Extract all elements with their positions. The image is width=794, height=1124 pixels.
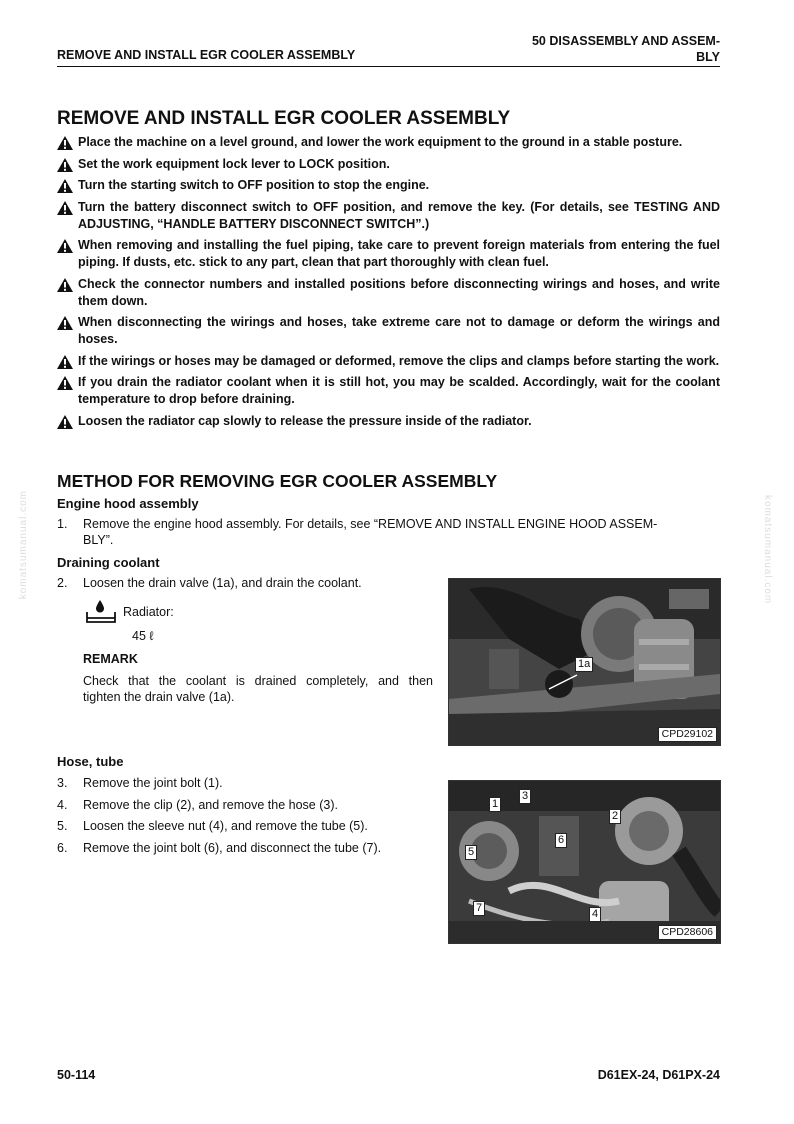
step-6 — [57, 840, 427, 858]
method-title: METHOD FOR REMOVING EGR COOLER ASSEMBLY — [57, 471, 498, 491]
step-number: 1. — [57, 517, 68, 531]
warning-text: If the wirings or hoses may be damaged or deformed, remove the clips and clamps before starting the work. — [78, 353, 720, 368]
step-2 — [57, 575, 427, 593]
warning-triangle-icon — [57, 316, 73, 330]
remark-text-line2: tighten the drain valve (1a). — [83, 690, 235, 704]
draining-coolant-heading: Draining coolant — [57, 555, 160, 570]
step-number: 3. — [57, 776, 68, 790]
callout-5: 5 — [465, 845, 477, 860]
callout-4: 4 — [589, 907, 601, 922]
step-3 — [57, 775, 427, 793]
warning-item — [57, 276, 720, 310]
hose-tube-heading: Hose, tube — [57, 754, 124, 769]
warning-triangle-icon — [57, 415, 73, 429]
warning-item — [57, 156, 720, 173]
step-text-line1: Remove the engine hood assembly. For details, see “REMOVE AND INSTALL ENGINE HOOD ASSEM- — [83, 517, 658, 531]
remark-text-line1: Check that the coolant is drained completely, and then — [83, 674, 433, 688]
callout-1a: 1a — [575, 657, 593, 672]
callout-1: 1 — [489, 797, 501, 812]
header-chapter-title — [532, 33, 720, 65]
watermark-left: komatsumanual.com — [18, 490, 29, 600]
warning-item — [57, 237, 720, 271]
photo-code: CPD28606 — [658, 925, 717, 940]
step-number: 5. — [57, 819, 68, 833]
step-text-line2: BLY”. — [83, 533, 114, 547]
step-5 — [57, 818, 427, 836]
remark-heading: REMARK — [83, 652, 138, 666]
step-4 — [57, 797, 427, 815]
warning-list — [57, 134, 720, 434]
header-chapter-line2: BLY — [696, 50, 720, 64]
step-1 — [57, 516, 720, 550]
watermark-right: komatsumanual.com — [762, 495, 773, 605]
footer-model: D61EX-24, D61PX-24 — [597, 1068, 720, 1082]
warning-item — [57, 374, 720, 408]
warning-text: Place the machine on a level ground, and lower the work equipment to the ground in a stable posture. — [78, 135, 683, 149]
engine-photo-drain-valve — [448, 578, 721, 746]
warning-triangle-icon — [57, 136, 73, 150]
warning-item — [57, 177, 720, 194]
warning-text: Turn the battery disconnect switch to OFF position, and remove the key. (For details, see TESTING AND ADJUSTING, “HANDLE BATTERY DISCONNECT SWITCH”.) — [78, 199, 720, 231]
warning-triangle-icon — [57, 239, 73, 253]
callout-7: 7 — [473, 901, 485, 916]
header-chapter-line1: 50 DISASSEMBLY AND ASSEM- — [531, 34, 720, 48]
warning-text: Loosen the radiator cap slowly to release the pressure inside of the radiator. — [78, 413, 532, 428]
header-divider — [57, 66, 720, 67]
step-number: 4. — [57, 798, 68, 812]
warning-triangle-icon — [57, 179, 73, 193]
radiator-capacity-value: 45 ℓ — [132, 629, 154, 643]
warning-text: When removing and installing the fuel piping, take care to prevent foreign materials from entering the fuel piping. If dusts, etc. stick to any part, clean that part thoroughly with clean fuel. — [78, 238, 720, 269]
warning-text: Check the connector numbers and installed positions before disconnecting wirings and hoses, and write them down. — [78, 276, 720, 308]
coolant-capacity-icon — [84, 598, 118, 628]
engine-photo-hose-tube — [448, 780, 721, 944]
step-number: 6. — [57, 841, 68, 855]
warning-item — [57, 413, 720, 430]
callout-6: 6 — [555, 833, 567, 848]
warning-text: When disconnecting the wirings and hoses, take extreme care not to damage or deform the wirings and hoses. — [78, 315, 720, 346]
warning-text: If you drain the radiator coolant when it is still hot, you may be scalded. Accordingly, wait for the coolant temperature to drop before draining. — [78, 375, 720, 406]
callout-2: 2 — [609, 809, 621, 824]
footer-page-number: 50-114 — [57, 1068, 96, 1082]
warning-text: Set the work equipment lock lever to LOCK position. — [78, 156, 390, 171]
page-title: REMOVE AND INSTALL EGR COOLER ASSEMBLY — [57, 108, 511, 129]
warning-triangle-icon — [57, 201, 73, 215]
warning-item — [57, 314, 720, 348]
step-text: Remove the clip (2), and remove the hose (3). — [83, 798, 338, 812]
warning-item — [57, 199, 720, 233]
step-text: Loosen the sleeve nut (4), and remove the tube (5). — [83, 819, 368, 833]
warning-triangle-icon — [57, 158, 73, 172]
step-text: Remove the joint bolt (6), and disconnect the tube (7). — [83, 841, 382, 855]
header-section-title: REMOVE AND INSTALL EGR COOLER ASSEMBLY — [57, 48, 356, 62]
step-text: Remove the joint bolt (1). — [83, 776, 223, 790]
engine-hood-heading: Engine hood assembly — [57, 496, 199, 511]
step-text: Loosen the drain valve (1a), and drain the coolant. — [83, 576, 362, 590]
callout-3: 3 — [519, 789, 531, 804]
warning-item — [57, 353, 720, 370]
warning-text: Turn the starting switch to OFF position to stop the engine. — [78, 178, 430, 192]
warning-triangle-icon — [57, 278, 73, 292]
step-number: 2. — [57, 576, 68, 590]
warning-item — [57, 134, 720, 151]
warning-triangle-icon — [57, 376, 73, 390]
radiator-label: Radiator: — [123, 605, 174, 619]
warning-triangle-icon — [57, 355, 73, 369]
photo-code: CPD29102 — [658, 727, 717, 742]
